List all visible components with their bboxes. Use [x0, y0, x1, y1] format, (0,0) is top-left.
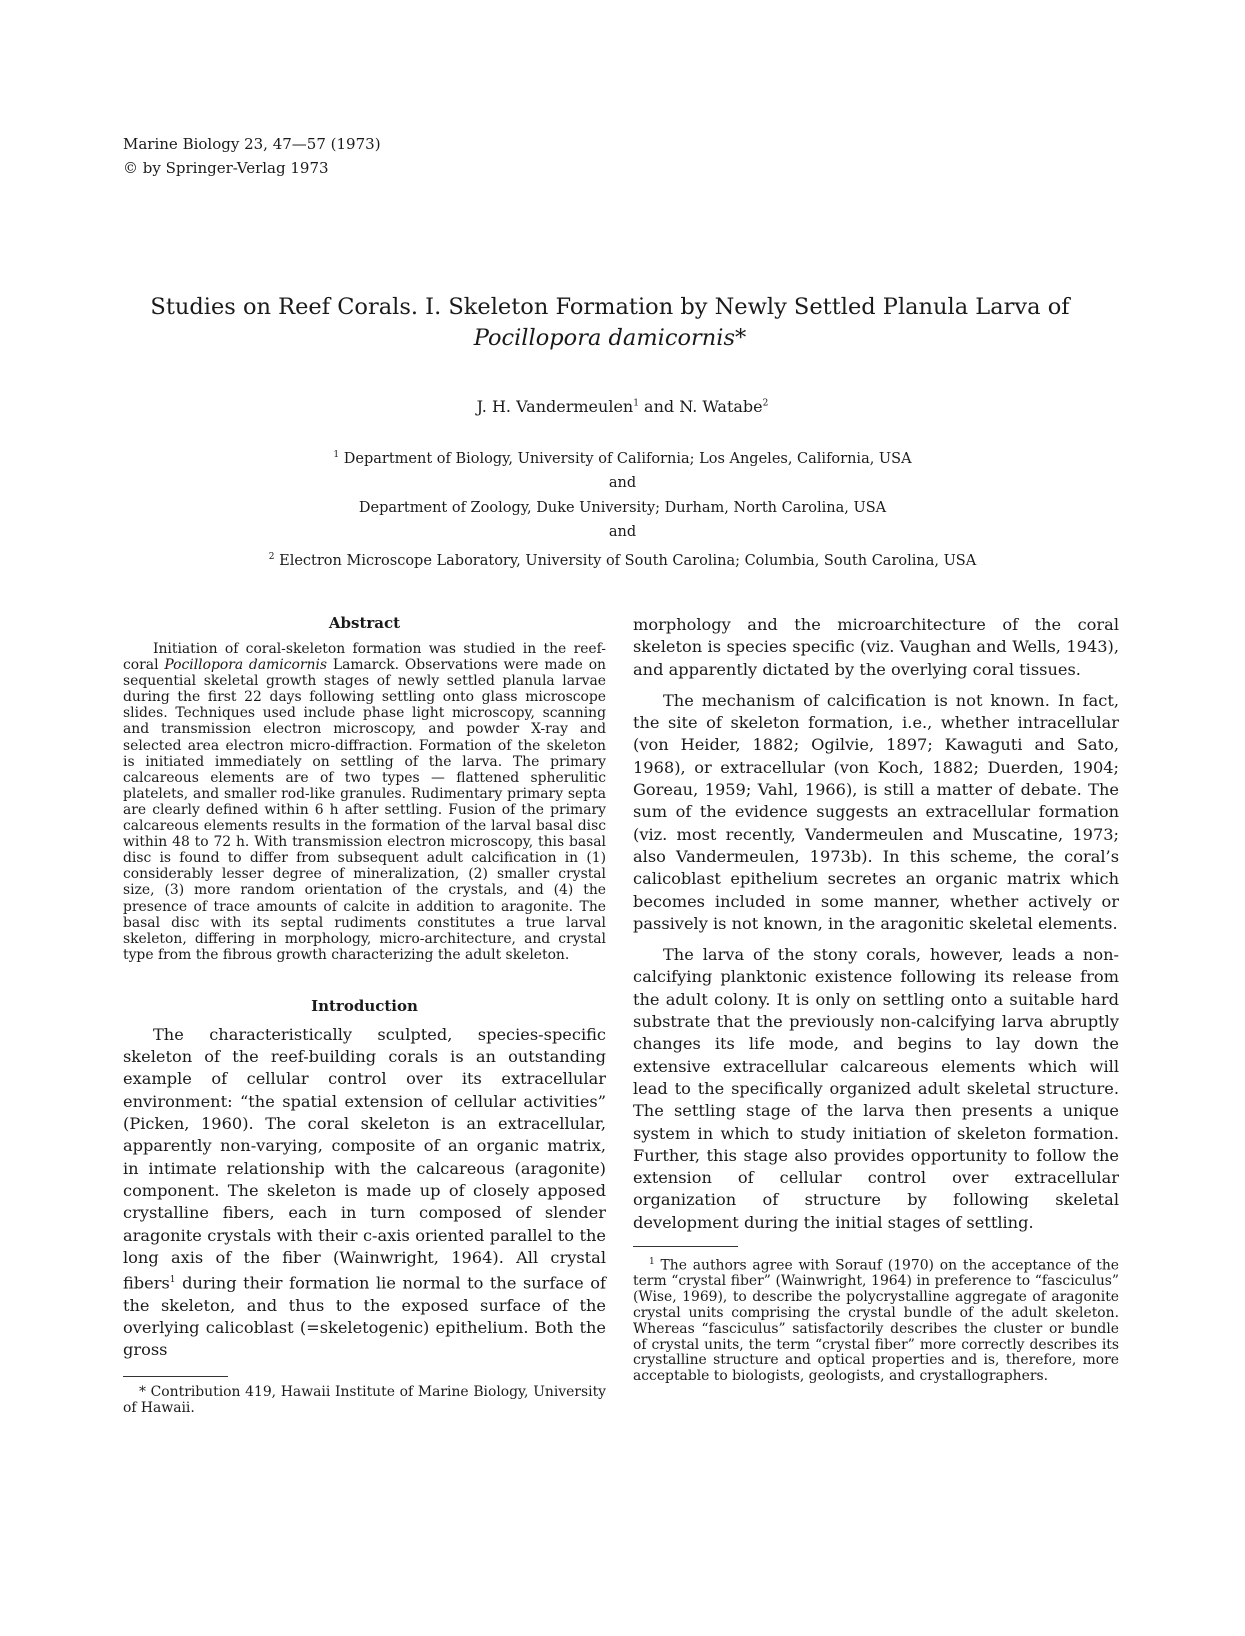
affiliation-3	[200, 545, 1045, 573]
affiliation-3-mark: 2	[268, 551, 275, 562]
affiliation-1-text: Department of Biology, University of California; Los Angeles, California, USA	[339, 450, 912, 467]
footnote-contribution: * Contribution 419, Hawaii Institute of Marine Biology, University of Hawaii.	[123, 1383, 606, 1416]
journal-copyright: © by Springer-Verlag 1973	[123, 159, 329, 177]
author-2-mark: 2	[762, 398, 769, 409]
intro-paragraph-1	[123, 1024, 606, 1362]
right-column	[633, 614, 1119, 1385]
affiliations	[200, 443, 1045, 573]
intro-p1-a: The characteristically sculpted, species-specific skeleton of the reef-building corals is an outstanding example of cellular control over its extracellular environment: “the spatial extension of cellular activities” (Picken, 1960). The coral skeleton is an extracellular, apparently non-varying, composite of an organic matrix, in intimate relationship with the calcareous (aragonite) component. The skeleton is made up of closely apposed crystalline fibers, each in turn composed of slender aragonite crystals with their c-axis oriented parallel to the long axis of the fiber (Wainwright, 1964). All crystal fibers	[123, 1024, 606, 1293]
author-joiner: and	[638, 397, 680, 416]
footnote-1-text: The authors agree with Sorauf (1970) on the acceptance of the term “crystal fiber” (Wainwright, 1964) in preference to “fasciculus” (Wise, 1969), to describe the polycrystalline aggregate of aragonite crystal units comprising the crystal bundle of the adult skeleton. Whereas “fasciculus” satisfactorily describes the cluster or bundle of crystal units, the term “crystal fiber” more correctly describes its crystalline structure and optical properties and is, therefore, more acceptable to biologists, geologists, and crystallographers.	[633, 1257, 1119, 1385]
title-main: Studies on Reef Corals. I. Skeleton Formation by Newly Settled Planula Larva of	[150, 294, 1070, 320]
author-1-mark: 1	[633, 398, 639, 409]
title-species: Pocillopora damicornis*	[473, 325, 747, 351]
intro-paragraph-3: The larva of the stony corals, however, leads a non-calcifying planktonic existence following its release from the adult colony. It is only on settling onto a suitable hard substrate that the previously non-calcifying larva abruptly changes its life mode, and begins to lay down the extensive extracellular calcareous elements which will lead to the specifically organized adult skeletal structure. The settling stage of the larva then presents a unique system in which to study initiation of skeleton formation. Further, this stage also provides opportunity to follow the extension of cellular control over extracellular organization of structure by following skeletal development during the initial stages of settling.	[633, 945, 1119, 1232]
journal-header	[123, 132, 381, 180]
abstract-text-b: Lamarck. Observations were made on sequential skeletal growth stages of newly settled planula larvae during the first 22 days following settling onto glass microscope slides. Techniques used include phase light microscopy, scanning and transmission electron microscopy, and powder X-ray and selected area electron micro-diffraction. Formation of the skeleton is initiated immediately on settling of the larva. The primary calcareous elements are of two types — flattened spherulitic platelets, and smaller rod-like granules. Rudimentary primary septa are clearly defined within 6 h after settling. Fusion of the primary calcareous elements results in the formation of the larval basal disc within 48 to 72 h. With transmission electron microscopy, this basal disc is found to differ from subsequent adult calcification in (1) considerably lesser degree of mineralization, (2) smaller crystal size, (3) more random orientation of the crystals, and (4) the presence of trace amounts of calcite in addition to aragonite. The basal disc with its septal rudiments constitutes a true larval skeleton, differing in morphology, micro-architecture, and crystal type from the fibrous growth characterizing the adult skeleton.	[123, 657, 606, 963]
intro-paragraph-2: The mechanism of calcification is not known. In fact, the site of skeleton formation, i.e., whether intracellular (von Heider, 1882; Ogilvie, 1897; Kawaguti and Sato, 1968), or extracellular (von Koch, 1882; Duerden, 1904; Goreau, 1959; Vahl, 1966), is still a matter of debate. The sum of the evidence suggests an extracellular formation (viz. most recently, Vandermeulen and Muscatine, 1973; also Vandermeulen, 1973b). In this scheme, the coral’s calicoblast epithelium secretes an organic matrix which becomes included in some manner, whether actively or passively is not known, in the aragonitic skeletal elements.	[633, 690, 1119, 933]
abstract-text-a: Initiation of coral-skeleton formation was studied in the reef-coral	[123, 641, 606, 674]
abstract-text	[123, 641, 606, 963]
abstract	[123, 641, 606, 963]
journal-citation: Marine Biology 23, 47—57 (1973)	[123, 135, 381, 153]
affiliation-and-2: and	[608, 524, 637, 541]
left-column	[123, 614, 606, 1416]
footnote-1-mark: 1	[649, 1257, 655, 1268]
authors	[0, 397, 1245, 416]
author-1: J. H. Vandermeulen	[476, 397, 634, 416]
footnote-rule-left	[123, 1376, 228, 1377]
affiliation-2: Department of Zoology, Duke University; Durham, North Carolina, USA	[358, 499, 887, 516]
affiliation-3-text: Electron Microscope Laboratory, University of South Carolina; Columbia, South Carolina, USA	[274, 552, 977, 569]
article-title	[140, 292, 1080, 354]
intro-p1-footnote-mark: 1	[169, 1275, 176, 1286]
affiliation-1	[200, 443, 1045, 471]
introduction-heading: Introduction	[311, 996, 418, 1015]
intro-p1-b: during their formation lie normal to the surface of the skeleton, and thus to the exposed surface of the overlying calicoblast (=skeletogenic) epithelium. Both the gross	[123, 1273, 606, 1360]
footnote-rule-right	[633, 1246, 738, 1247]
author-2: N. Watabe	[679, 397, 763, 416]
abstract-species: Pocillopora damicornis	[164, 657, 328, 674]
abstract-heading: Abstract	[328, 614, 401, 632]
affiliation-and-1: and	[608, 475, 637, 492]
affiliation-1-mark: 1	[333, 450, 340, 460]
intro-paragraph-1-continued: morphology and the microarchitecture of the coral skeleton is species specific (viz. Vaughan and Wells, 1943), and apparently dictated by the overlying coral tissues.	[633, 615, 1119, 679]
footnote-1	[633, 1255, 1119, 1385]
